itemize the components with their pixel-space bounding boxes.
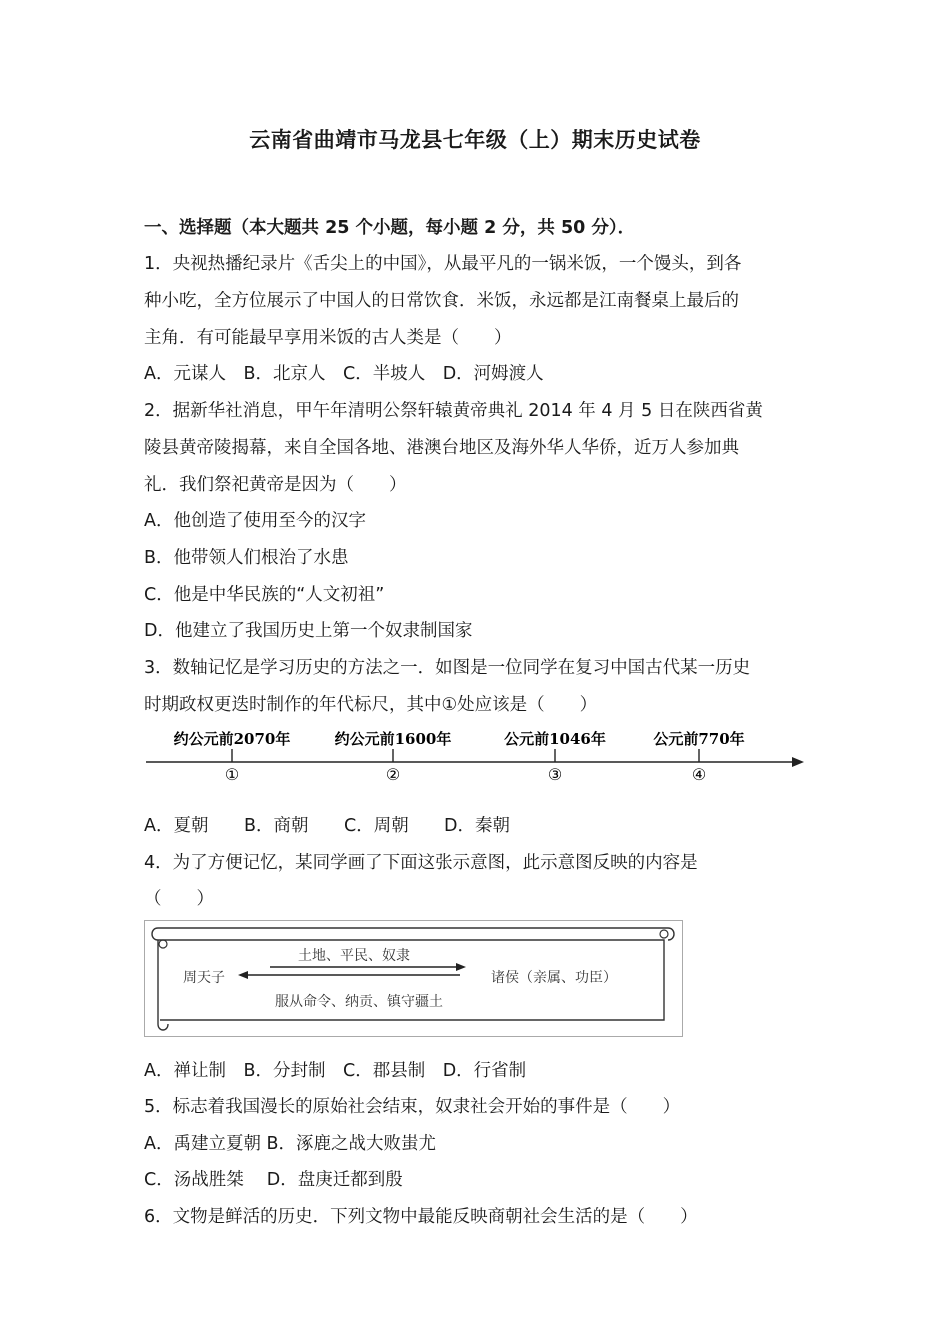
- q3-option-c: C．周朝: [344, 816, 409, 836]
- q2-line-1: 2．据新华社消息，甲午年清明公祭轩辕黄帝典礼 2014 年 4 月 5 日在陕西省黄: [144, 401, 763, 421]
- q3-line-2: 时期政权更迭时制作的年代标尺，其中①处应该是（ ）: [144, 695, 598, 715]
- scroll-diagram: [144, 920, 684, 1038]
- q5-options-2: C．汤战胜桀 D．盘庚迁都到殷: [144, 1170, 403, 1190]
- diagram-bottom-label: 服从命令、纳贡、镇守疆土: [275, 994, 443, 1010]
- q2-option-d: D．他建立了我国历史上第一个奴隶制国家: [144, 621, 473, 641]
- q3-option-d: D．秦朝: [444, 816, 510, 836]
- q4-line-2: （ ）: [144, 889, 214, 909]
- q2-option-a: A．他创造了使用至今的汉字: [144, 511, 366, 531]
- timeline-label: 公元前1046年: [504, 730, 606, 748]
- q5-line: 5．标志着我国漫长的原始社会结束，奴隶社会开始的事件是（ ）: [144, 1097, 681, 1117]
- q1-line-1: 1．央视热播纪录片《舌尖上的中国》，从最平凡的一锅米饭，一个馒头，到各: [144, 254, 742, 274]
- q2-line-2: 陵县黄帝陵揭幕，来自全国各地、港澳台地区及海外华人华侨，近万人参加典: [144, 438, 739, 458]
- q2-line-3: 礼．我们祭祀黄帝是因为（ ）: [144, 475, 407, 495]
- timeline-arrow-icon: [792, 757, 804, 767]
- q3-option-a: A．夏朝: [144, 816, 209, 836]
- q5-options-1: A．禹建立夏朝 B．涿鹿之战大败蚩尤: [144, 1134, 437, 1154]
- exam-title: 云南省曲靖市马龙县七年级（上）期末历史试卷: [249, 128, 701, 152]
- diagram-top-label: 土地、平民、奴隶: [298, 948, 410, 964]
- diagram-left-label: 周天子: [183, 970, 225, 986]
- q4-line-1: 4．为了方便记忆，某同学画了下面这张示意图，此示意图反映的内容是: [144, 853, 698, 873]
- timeline-mark: ④: [691, 765, 707, 784]
- q3-options: [144, 814, 510, 838]
- q4-options: A．禅让制 B．分封制 C．郡县制 D．行省制: [144, 1061, 527, 1081]
- timeline-label: 约公元前1600年: [334, 730, 452, 748]
- q2-option-c: C．他是中华民族的“人文初祖”: [144, 585, 385, 605]
- timeline-mark: ①: [224, 765, 240, 784]
- timeline-figure: [144, 722, 806, 788]
- q3-line-1: 3．数轴记忆是学习历史的方法之一．如图是一位同学在复习中国古代某一历史: [144, 658, 751, 678]
- q1-line-2: 种小吃，全方位展示了中国人的日常饮食．米饭，永远都是江南餐桌上最后的: [144, 291, 739, 311]
- q6-line: 6．文物是鲜活的历史．下列文物中最能反映商朝社会生活的是（ ）: [144, 1207, 698, 1227]
- diagram-right-label: 诸侯（亲属、功臣）: [491, 970, 617, 986]
- q2-option-b: B．他带领人们根治了水患: [144, 548, 349, 568]
- q3-option-b: B．商朝: [244, 816, 309, 836]
- section-heading: 一、选择题（本大题共 25 个小题，每小题 2 分，共 50 分）．: [144, 218, 636, 238]
- timeline-label: 公元前770年: [653, 730, 745, 748]
- timeline-mark: ②: [385, 765, 401, 784]
- timeline-label: 约公元前2070年: [173, 730, 291, 748]
- timeline-mark: ③: [547, 765, 563, 784]
- q1-options: A．元谋人 B．北京人 C．半坡人 D．河姆渡人: [144, 364, 544, 384]
- q1-line-3: 主角．有可能最早享用米饭的古人类是（ ）: [144, 328, 512, 348]
